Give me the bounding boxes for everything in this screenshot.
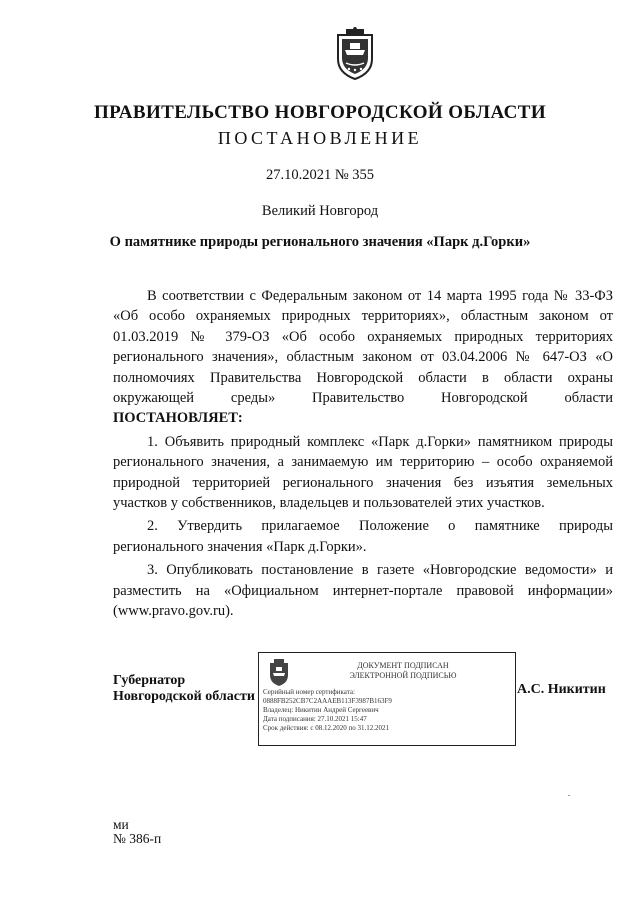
signer-name: А.С. Никитин bbox=[517, 682, 606, 697]
decree-item-2: 2. Утвердить прилагаемое Положение о памятнике природы регионального значения «Парк д.Горки». bbox=[113, 518, 613, 555]
certificate-validity: Срок действия: с 08.12.2020 по 31.12.2021 bbox=[263, 724, 389, 732]
decree-item-3: 3. Опубликовать постановление в газете «Новгородские ведомости» и разместить на «Официальном интернет-портале правовой информации» (www.pravo.gov.ru). bbox=[113, 562, 613, 620]
decree-word: ПОСТАНОВЛЯЕТ: bbox=[113, 410, 243, 427]
preamble-paragraph bbox=[113, 286, 613, 429]
preamble-text: В соответствии с Федеральным законом от 14 марта 1995 года № 33-ФЗ «Об особо охраняемых природных территориях», областным законом от 01.03.2019 № 379-ОЗ «Об особо охраняемых природных территориях регионального значения», областным законом от 03.04.2006 № 647-ОЗ «О полномочиях Правительства Новгородской области в области охраны окружающей среды» Правительство Новгородской области bbox=[113, 288, 613, 407]
document-footer bbox=[113, 818, 161, 846]
signatory-title bbox=[113, 673, 255, 705]
signatory-title-line1: Губернатор bbox=[113, 673, 186, 688]
stamp-details bbox=[263, 688, 513, 733]
certificate-label: Серийный номер сертификата: bbox=[263, 688, 355, 696]
stamp-heading bbox=[303, 661, 503, 681]
organization-name: ПРАВИТЕЛЬСТВО НОВГОРОДСКОЙ ОБЛАСТИ bbox=[94, 102, 546, 123]
footer-doc-number: № 386-п bbox=[113, 831, 162, 846]
stamp-heading-line1: ДОКУМЕНТ ПОДПИСАН bbox=[357, 661, 449, 670]
signed-date: Дата подписания: 27.10.2021 15:47 bbox=[263, 715, 367, 723]
electronic-signature-stamp bbox=[258, 652, 516, 746]
document-type: ПОСТАНОВЛЕНИЕ bbox=[217, 128, 423, 148]
signatory-title-line2: Новгородской области bbox=[113, 689, 255, 704]
footer-initials: ми bbox=[113, 817, 129, 832]
coat-of-arms-icon bbox=[333, 27, 377, 81]
document-subject: О памятнике природы регионального значения «Парк д.Горки» bbox=[109, 234, 531, 250]
certificate-owner: Владелец: Никитин Андрей Сергеевич bbox=[263, 706, 379, 714]
scan-speck bbox=[568, 795, 570, 796]
decree-item-1: 1. Объявить природный комплекс «Парк д.Горки» памятником природы регионального значения, а занимаемую им территорию – особо охраняемой природной территорией регионального значения без изъятия земельных участков у собственников, владельцев и пользователей этих участков. bbox=[113, 433, 613, 512]
document-body bbox=[113, 286, 613, 622]
stamp-heading-line2: ЭЛЕКТРОННОЙ ПОДПИСЬЮ bbox=[349, 671, 457, 680]
city: Великий Новгород bbox=[261, 203, 379, 219]
date-number: 27.10.2021 № 355 bbox=[265, 167, 375, 183]
stamp-emblem-icon bbox=[268, 659, 290, 687]
certificate-number: 0888FB252CB7C2AAAEB113F3987B163F9 bbox=[263, 697, 392, 705]
